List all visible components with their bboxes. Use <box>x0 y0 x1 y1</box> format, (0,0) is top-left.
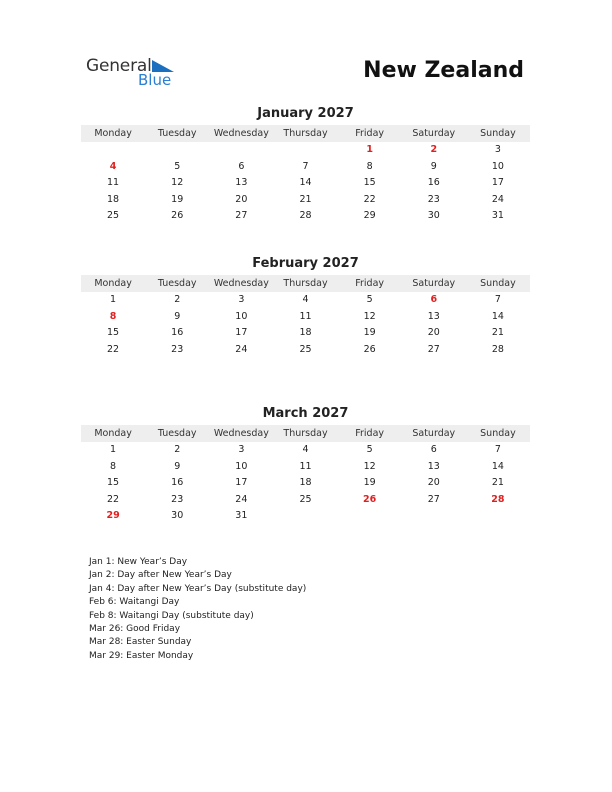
month-title: March 2027 <box>262 406 349 421</box>
week-row <box>81 192 530 209</box>
weekday-label: Friday <box>355 128 385 139</box>
week-row <box>81 142 530 159</box>
date-cell: 6 <box>238 160 245 172</box>
date-cell: 28 <box>299 210 312 221</box>
week-row <box>81 159 530 176</box>
date-cell: 27 <box>235 210 248 221</box>
date-cell <box>466 508 530 525</box>
date-cell: 27 <box>427 343 440 355</box>
date-cell: 18 <box>299 327 312 338</box>
week-row <box>81 492 530 509</box>
weekday-label: Friday <box>355 278 385 289</box>
date-cell: 21 <box>299 193 312 205</box>
date-cell: 28 <box>491 343 504 355</box>
date-cell: 15 <box>107 477 120 488</box>
date-cell: 24 <box>235 343 248 355</box>
country-title: New Zealand <box>363 58 524 83</box>
holiday-date-cell: 4 <box>109 160 117 172</box>
date-cell: 1 <box>110 444 117 455</box>
date-cell <box>209 142 273 159</box>
date-cell: 17 <box>235 477 248 488</box>
date-cell: 20 <box>427 477 440 488</box>
date-cell: 3 <box>238 444 245 455</box>
date-cell: 15 <box>363 177 376 188</box>
weekday-label: Tuesday <box>157 428 197 439</box>
holiday-entry: Jan 1: New Year’s Day <box>89 557 188 567</box>
weekday-label: Monday <box>94 278 132 289</box>
date-cell: 21 <box>491 477 504 488</box>
week-row <box>81 442 530 459</box>
date-cell: 23 <box>171 343 184 355</box>
holiday-entry: Feb 8: Waitangi Day (substitute day) <box>89 610 254 621</box>
date-cell: 22 <box>363 193 376 205</box>
date-cell: 23 <box>427 193 440 205</box>
weekday-label: Thursday <box>283 128 328 139</box>
date-cell: 23 <box>171 493 184 505</box>
date-cell: 16 <box>171 327 184 338</box>
holiday-date-cell: 6 <box>430 294 438 305</box>
date-cell: 26 <box>171 210 184 221</box>
date-cell: 25 <box>107 210 120 221</box>
holiday-entry: Mar 28: Easter Sunday <box>89 637 192 648</box>
date-cell: 16 <box>427 177 440 188</box>
date-cell: 11 <box>299 310 312 322</box>
date-cell: 19 <box>363 327 376 338</box>
date-cell: 11 <box>107 177 120 188</box>
date-cell: 24 <box>491 193 504 205</box>
month-february <box>81 255 530 358</box>
holiday-date-cell: 2 <box>430 144 438 155</box>
week-row <box>81 508 530 525</box>
date-cell: 25 <box>299 343 312 355</box>
date-cell: 29 <box>363 210 376 221</box>
month-march <box>81 405 530 525</box>
date-cell <box>145 142 209 159</box>
weekday-label: Saturday <box>412 428 456 439</box>
week-row <box>81 475 530 492</box>
date-cell: 9 <box>430 160 437 172</box>
holiday-date-cell: 1 <box>366 144 373 155</box>
date-cell: 19 <box>171 193 184 205</box>
holiday-date-cell: 28 <box>491 493 505 505</box>
date-cell: 14 <box>491 460 504 472</box>
date-cell: 8 <box>110 460 117 472</box>
week-row <box>81 459 530 476</box>
date-cell <box>273 508 337 525</box>
date-cell: 3 <box>238 294 245 305</box>
weekday-label: Sunday <box>480 128 516 139</box>
date-cell: 12 <box>363 460 376 472</box>
date-cell: 1 <box>110 294 117 305</box>
weekday-header-row <box>81 275 530 292</box>
weekday-label: Wednesday <box>213 278 269 289</box>
date-cell: 13 <box>427 310 440 322</box>
date-cell: 24 <box>235 493 248 505</box>
date-cell: 30 <box>427 210 440 221</box>
month-january <box>81 105 530 225</box>
date-cell: 9 <box>174 460 181 472</box>
date-cell: 21 <box>491 327 504 338</box>
week-row <box>81 342 530 359</box>
holiday-entry: Mar 29: Easter Monday <box>89 650 194 661</box>
date-cell: 17 <box>235 327 248 338</box>
holiday-entry: Mar 26: Good Friday <box>89 623 181 634</box>
date-cell: 8 <box>366 160 373 172</box>
holiday-entry: Feb 6: Waitangi Day <box>89 597 180 608</box>
date-cell: 9 <box>174 310 181 322</box>
weekday-header-row <box>81 425 530 442</box>
date-cell: 14 <box>299 177 312 188</box>
date-cell: 22 <box>107 493 120 505</box>
date-cell: 12 <box>171 177 184 188</box>
date-cell <box>273 142 337 159</box>
month-title: February 2027 <box>252 256 359 271</box>
logo-general-text: General <box>86 56 152 76</box>
logo-blue-text: Blue <box>138 71 172 89</box>
holiday-date-cell: 26 <box>363 493 377 505</box>
date-cell: 15 <box>107 327 120 338</box>
date-cell: 7 <box>302 160 309 172</box>
date-cell: 10 <box>491 160 504 172</box>
date-cell: 3 <box>494 144 501 155</box>
date-cell: 31 <box>235 510 248 521</box>
date-cell: 14 <box>491 310 504 322</box>
holiday-entry: Jan 2: Day after New Year’s Day <box>89 570 232 581</box>
date-cell: 27 <box>427 493 440 505</box>
date-cell: 13 <box>427 460 440 472</box>
date-cell: 26 <box>363 343 376 355</box>
holiday-date-cell: 8 <box>109 310 117 322</box>
holiday-entry: Jan 4: Day after New Year’s Day (substitute day) <box>89 583 307 594</box>
date-cell: 4 <box>302 444 309 455</box>
date-cell: 2 <box>174 294 181 305</box>
date-cell: 19 <box>363 477 376 488</box>
date-cell: 18 <box>107 193 120 205</box>
weekday-label: Thursday <box>283 278 328 289</box>
date-cell: 16 <box>171 477 184 488</box>
weekday-label: Wednesday <box>213 428 269 439</box>
weekday-label: Tuesday <box>157 278 197 289</box>
weekday-label: Wednesday <box>213 128 269 139</box>
week-row <box>81 175 530 192</box>
date-cell <box>402 508 466 525</box>
date-cell: 12 <box>363 310 376 322</box>
date-cell: 11 <box>299 460 312 472</box>
week-row <box>81 309 530 326</box>
date-cell: 31 <box>491 210 504 221</box>
date-cell: 20 <box>427 327 440 338</box>
date-cell: 5 <box>366 294 373 305</box>
week-row <box>81 325 530 342</box>
date-cell: 5 <box>174 160 181 172</box>
date-cell: 4 <box>302 294 309 305</box>
week-row <box>81 292 530 309</box>
date-cell <box>338 508 402 525</box>
date-cell: 7 <box>494 294 501 305</box>
date-cell: 10 <box>235 310 248 322</box>
date-cell: 13 <box>235 177 248 188</box>
weekday-header-row <box>81 125 530 142</box>
week-row <box>81 208 530 225</box>
date-cell: 10 <box>235 460 248 472</box>
date-cell <box>81 142 145 159</box>
weekday-label: Saturday <box>412 128 456 139</box>
holiday-list <box>89 556 306 663</box>
weekday-label: Thursday <box>283 428 328 439</box>
weekday-label: Friday <box>355 428 385 439</box>
date-cell: 17 <box>491 177 504 188</box>
date-cell: 7 <box>494 444 501 455</box>
date-cell: 30 <box>171 510 184 521</box>
weekday-label: Saturday <box>412 278 456 289</box>
holiday-date-cell: 29 <box>106 510 120 521</box>
date-cell: 22 <box>107 343 120 355</box>
month-title: January 2027 <box>257 106 354 121</box>
generalblue-logo <box>86 56 186 92</box>
weekday-label: Sunday <box>480 278 516 289</box>
date-cell: 25 <box>299 493 312 505</box>
weekday-label: Monday <box>94 128 132 139</box>
date-cell: 5 <box>366 444 373 455</box>
date-cell: 6 <box>430 444 437 455</box>
date-cell: 20 <box>235 193 248 205</box>
date-cell: 18 <box>299 477 312 488</box>
weekday-label: Tuesday <box>157 128 197 139</box>
weekday-label: Monday <box>94 428 132 439</box>
date-cell: 2 <box>174 444 181 455</box>
weekday-label: Sunday <box>480 428 516 439</box>
